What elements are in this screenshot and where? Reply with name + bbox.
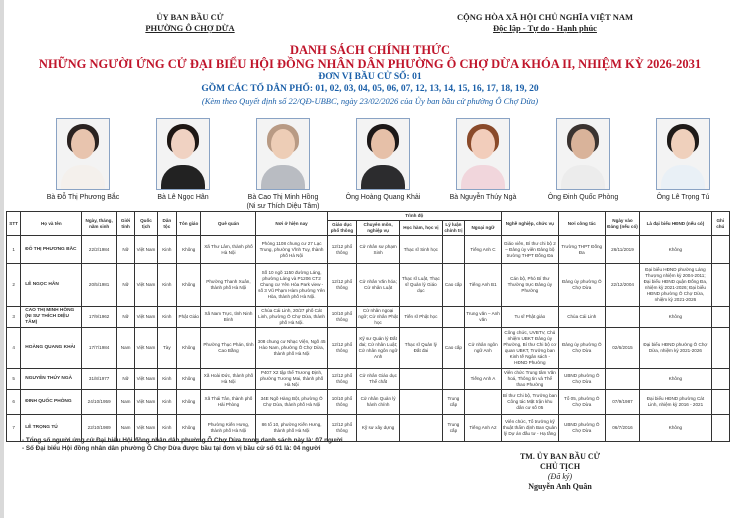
cell-language: Tiếng Anh A — [465, 369, 502, 390]
col-general-edu: Giáo dục phổ thông — [327, 221, 357, 236]
cell-degree: Thạc sĩ Luật, Thạc sĩ Quản lý Giáo dục — [399, 264, 442, 307]
cell-party-date — [605, 307, 640, 328]
cell-dob: 31/8/1977 — [82, 369, 117, 390]
col-religion: Tôn giáo — [177, 212, 201, 236]
col-party-date: Ngày vào Đảng (nếu có) — [605, 212, 640, 236]
cell-ethnicity: Tày — [157, 328, 176, 369]
cell-hometown: Xã Hoài Đức, thành phố Hà Nội — [201, 369, 256, 390]
cell-hometown: Phường Thanh Xuân, thành phố Hà Nội — [201, 264, 256, 307]
cell-hometown: Xã Nam Trực, tỉnh Ninh Bình — [201, 307, 256, 328]
table-row — [7, 390, 730, 415]
col-residence: Nơi ở hiện nay — [256, 212, 327, 236]
cell-specialty: Cử nhân Giáo dục Thể chất — [357, 369, 400, 390]
col-gender: Giới tính — [116, 212, 134, 236]
cell-religion: Không — [177, 236, 201, 264]
note-total-candidates: - Tổng số người ứng cử Đại biểu Hội đồng nhân dân phường Ô Chợ Dừa trong danh sách này là: 07 người — [22, 437, 343, 444]
cell-gender: Nữ — [116, 264, 134, 307]
cell-dob: 17/7/1984 — [82, 328, 117, 369]
residential-groups: GỒM CÁC TỔ DÂN PHỐ: 01, 02, 03, 04, 05, 06, 07, 12, 13, 14, 15, 16, 17, 18, 19, 20 — [201, 84, 539, 94]
cell-name: ĐỖ THỊ PHƯƠNG BẮC — [21, 236, 82, 264]
cell-note — [711, 390, 729, 415]
cell-residence: Phòng 1108 chung cư 27 Lạc Trung, phường Vĩnh Tuy, thành phố Hà Nội — [256, 236, 327, 264]
cell-ethnicity: Kinh — [157, 390, 176, 415]
col-hometown: Quê quán — [201, 212, 256, 236]
cell-stt: 1 — [7, 236, 21, 264]
cell-religion: Phật Giáo — [177, 307, 201, 328]
cell-religion: Không — [177, 369, 201, 390]
cell-specialty: Cử nhân Quản lý hành chính — [357, 390, 400, 415]
cell-workplace: UBND phường Ô Chợ Dừa — [558, 369, 605, 390]
table-row — [7, 307, 730, 328]
signature-status: (Đã ký) — [547, 472, 573, 481]
cell-language: Trung văn – Anh văn — [465, 307, 502, 328]
cell-residence: 308 chung cư Nhạc Viện, Ngõ 45 Hào Nam, phường Ô Chợ Dừa, thành phố Hà Nội — [256, 328, 327, 369]
candidate-photo — [56, 118, 110, 190]
candidate-photo — [156, 118, 210, 190]
cell-religion: Không — [177, 264, 201, 307]
cell-party-date: 26/11/2019 — [605, 236, 640, 264]
cell-residence: Số 10 ngõ 1150 đường Láng, phường Láng và P1206 CT2 Chung cư Yên Hòa Park view - số 3 Vũ Phạm Hàm phường Yên Hòa, thành phố Hà Nội. — [256, 264, 327, 307]
cell-nationality: Việt Nam — [135, 369, 157, 390]
col-group-education: Trình độ — [327, 212, 501, 221]
candidate-card — [228, 118, 338, 211]
candidate-caption: Bà Nguyễn Thúy Ngà — [449, 194, 517, 201]
cell-name: HOÀNG QUANG KHẢI — [21, 328, 82, 369]
cell-name: LÊ TRỌNG TÚ — [21, 415, 82, 442]
cell-political — [442, 236, 464, 264]
col-name: Họ và tên — [21, 212, 82, 236]
cell-occupation: Giáo viên, Bí thư chi bộ 2 – Đảng ủy viên Đảng bộ trường THPT Đống Đa — [501, 236, 558, 264]
cell-general-edu: 12/12 phổ thông — [327, 328, 357, 369]
cell-nationality: Việt Nam — [135, 328, 157, 369]
cell-degree: Thạc sĩ Sinh học — [399, 236, 442, 264]
table-row — [7, 369, 730, 390]
cell-nationality: Việt Nam — [135, 236, 157, 264]
title-line-2: NHỮNG NGƯỜI ỨNG CỬ ĐẠI BIỂU HỘI ĐỒNG NHÂN DÂN PHƯỜNG Ô CHỢ DỪA KHÓA II, NHIỆM KỲ 2026-2031 — [38, 57, 702, 71]
cell-name: LÊ NGỌC HÂN — [21, 264, 82, 307]
signature-block — [470, 452, 650, 492]
candidate-photo — [456, 118, 510, 190]
cell-general-edu: 12/12 phổ thông — [327, 264, 357, 307]
cell-delegate: Không — [640, 369, 711, 390]
candidate-card — [528, 118, 638, 202]
cell-language: Tiếng Anh C — [465, 236, 502, 264]
cell-residence: 86 tổ 10, phường Kiến Hưng, thành phố Hà Nội — [256, 415, 327, 442]
cell-language: Tiếng Anh A2 — [465, 415, 502, 442]
cell-nationality: Việt Nam — [135, 415, 157, 442]
cell-degree — [399, 369, 442, 390]
document-title — [0, 43, 740, 107]
cell-ethnicity: Kinh — [157, 236, 176, 264]
cell-religion: Không — [177, 390, 201, 415]
col-note: Ghi chú — [711, 212, 729, 236]
motto: Độc lập - Tự do - Hạnh phúc — [493, 23, 597, 33]
candidate-caption: Bà Cao Thị Minh Hồng — [247, 194, 319, 201]
decision-reference: (Kèm theo Quyết định số 22/QĐ-UBBC, ngày 23/02/2026 của Ủy ban bầu cử phường Ô Chợ Dừa) — [201, 96, 539, 106]
committee-name: ỦY BAN BẦU CỬ — [156, 12, 224, 22]
col-language: Ngoại ngữ — [465, 221, 502, 236]
national-header — [420, 12, 670, 34]
cell-occupation: Cán bộ, Phó Bí thư Thường trực Đảng ủy Phường — [501, 264, 558, 307]
cell-occupation: Viên chức, Tổ trưởng kỹ thuật thẩm định Ban Quản lý Dự án đầu tư - Hạ tầng — [501, 415, 558, 442]
cell-dob: 22/2/1984 — [82, 236, 117, 264]
cell-ethnicity: Kinh — [157, 264, 176, 307]
col-nationality: Quốc tịch — [135, 212, 157, 236]
cell-degree — [399, 390, 442, 415]
cell-specialty: Kỹ sư xây dựng — [357, 415, 400, 442]
cell-workplace: Trường THPT Đống Đa — [558, 236, 605, 264]
cell-party-date: 06/7/2016 — [605, 415, 640, 442]
cell-delegate: Không — [640, 236, 711, 264]
cell-residence: P407 X2 tập thể Trương Định, phường Tương Mai, thành phố Hà Nội — [256, 369, 327, 390]
cell-nationality: Việt Nam — [135, 390, 157, 415]
cell-note — [711, 264, 729, 307]
cell-general-edu: 10/10 phổ thông — [327, 390, 357, 415]
candidate-caption: Ông Lê Trọng Tú — [656, 194, 710, 201]
cell-party-date: 22/12/2004 — [605, 264, 640, 307]
cell-general-edu: 12/12 phổ thông — [327, 415, 357, 442]
candidate-caption: Ông Hoàng Quang Khải — [345, 194, 421, 201]
cell-name: ĐINH QUỐC PHÒNG — [21, 390, 82, 415]
col-dob: Ngày, tháng, năm sinh — [82, 212, 117, 236]
cell-hometown: Phường Thục Phán, tỉnh Cao Bằng — [201, 328, 256, 369]
table-row — [7, 264, 730, 307]
note-seats: - Số Đại biểu Hội đồng nhân dân phường Ô Chợ Dừa được bầu tại đơn vị bầu cử số 01 là: 04 người — [22, 445, 321, 452]
cell-religion: Không — [177, 328, 201, 369]
cell-workplace: Đảng ủy phường Ô Chợ Dừa — [558, 328, 605, 369]
cell-dob: 24/10/1959 — [82, 390, 117, 415]
cell-ethnicity: Kinh — [157, 369, 176, 390]
cell-gender: Nam — [116, 328, 134, 369]
ward-name: PHƯỜNG Ô CHỢ DỪA — [145, 23, 235, 33]
cell-political: Cao cấp — [442, 264, 464, 307]
cell-occupation: Tu sĩ Phật giáo — [501, 307, 558, 328]
cell-general-edu: 10/10 phổ thông — [327, 307, 357, 328]
cell-ethnicity: Kinh — [157, 307, 176, 328]
candidate-caption-alt: (Ni sư Thích Diệu Tâm) — [246, 203, 320, 210]
cell-delegate: Đại biểu HĐND phường Láng Thượng nhiệm kỳ 2004-2011; Đại biểu HĐND quận Đống Đa, nhiệm kỳ 2021-2026; Đại biểu HĐND phường Ô Chợ Dừa, nhiệm kỳ 2021-2026 — [640, 264, 711, 307]
cell-delegate: Đại biểu HĐND phường Ô Chợ Dừa, nhiệm kỳ 2021-2026 — [640, 328, 711, 369]
title-line-1: DANH SÁCH CHÍNH THỨC — [289, 43, 451, 57]
candidate-card — [28, 118, 138, 202]
table-row — [7, 328, 730, 369]
cell-political — [442, 369, 464, 390]
cell-ethnicity: Kinh — [157, 415, 176, 442]
candidate-photo — [656, 118, 710, 190]
cell-degree: Tiến sĩ Phật học — [399, 307, 442, 328]
electoral-unit: ĐƠN VỊ BẦU CỬ SỐ: 01 — [318, 72, 422, 82]
cell-gender: Nữ — [116, 307, 134, 328]
cell-workplace: Tổ 05, phường Ô Chợ Dừa — [558, 390, 605, 415]
candidate-photo — [256, 118, 310, 190]
cell-stt: 2 — [7, 264, 21, 307]
cell-hometown: Xã Thái Tân, thành phố Hải Phòng — [201, 390, 256, 415]
cell-gender: Nam — [116, 415, 134, 442]
cell-party-date: 02/6/2015 — [605, 328, 640, 369]
cell-name: CAO THỊ MINH HỒNG (NI SƯ THÍCH DIỆU TÂM) — [21, 307, 82, 328]
candidate-card — [428, 118, 538, 202]
candidate-caption: Bà Lê Ngọc Hân — [157, 194, 209, 201]
cell-political: Trung cấp — [442, 415, 464, 442]
col-occupation: Nghề nghiệp, chức vụ — [501, 212, 558, 236]
candidate-card — [128, 118, 238, 202]
cell-residence: Chùa Cái Linh, 20/27 phố Cát Linh, phường Ô Chợ Dừa, thành phố Hà Nội. — [256, 307, 327, 328]
cell-workplace: Chùa Cái Linh — [558, 307, 605, 328]
cell-language — [465, 390, 502, 415]
cell-note — [711, 236, 729, 264]
cell-party-date: 07/9/1987 — [605, 390, 640, 415]
cell-note — [711, 328, 729, 369]
cell-specialty: Cử nhân sư phạm Sinh — [357, 236, 400, 264]
cell-specialty: Kỹ sư Quản lý Đất đai; Cử nhân Luật; Cử nhân ngôn ngữ Anh — [357, 328, 400, 369]
candidate-photo — [356, 118, 410, 190]
cell-workplace: UBND phường Ô Chợ Dừa — [558, 415, 605, 442]
cell-delegate: Không — [640, 307, 711, 328]
cell-residence: 34E Ngõ Hàng Bột, phường Ô Chợ Dừa, thành phố Hà Nội — [256, 390, 327, 415]
cell-occupation: Bí thư Chi bộ, Trưởng ban Công tác Mặt trận khu dân cư số 05 — [501, 390, 558, 415]
cell-general-edu: 12/12 phổ thông — [327, 369, 357, 390]
cell-stt: 5 — [7, 369, 21, 390]
cell-specialty: Cử nhân Văn hóa; Cử nhân Luật — [357, 264, 400, 307]
candidate-card — [628, 118, 738, 202]
committee-header — [110, 12, 270, 34]
cell-stt: 7 — [7, 415, 21, 442]
cell-general-edu: 12/12 phổ thông — [327, 236, 357, 264]
cell-dob: 22/10/1989 — [82, 415, 117, 442]
cell-stt: 6 — [7, 390, 21, 415]
col-delegate: Là đại biểu HĐND (nếu có) — [640, 212, 711, 236]
cell-name: NGUYỄN THÚY NGÀ — [21, 369, 82, 390]
candidate-photo — [556, 118, 610, 190]
cell-dob: 20/5/1981 — [82, 264, 117, 307]
cell-workplace: Đảng ủy phường Ô Chợ Dừa — [558, 264, 605, 307]
candidate-caption: Bà Đỗ Thị Phương Bắc — [46, 194, 120, 201]
cell-nationality: Việt Nam — [135, 264, 157, 307]
candidate-photos — [28, 118, 728, 210]
table-row — [7, 236, 730, 264]
cell-delegate: Đại biểu HĐND phường Cát Linh, nhiệm kỳ 2016 - 2021 — [640, 390, 711, 415]
cell-stt: 4 — [7, 328, 21, 369]
candidates-table — [6, 211, 730, 442]
cell-language: Cử nhân ngôn ngữ Anh — [465, 328, 502, 369]
country-name: CỘNG HÒA XÃ HỘI CHỦ NGHĨA VIỆT NAM — [456, 12, 634, 22]
cell-stt: 3 — [7, 307, 21, 328]
cell-dob: 17/9/1962 — [82, 307, 117, 328]
summary-notes — [22, 437, 343, 453]
cell-language: Tiếng Anh B1 — [465, 264, 502, 307]
col-workplace: Nơi công tác — [558, 212, 605, 236]
cell-party-date — [605, 369, 640, 390]
cell-specialty: Cử nhân ngoại ngữ; Cử nhân Phật học — [357, 307, 400, 328]
cell-degree: Thạc sĩ Quản lý Đất đai — [399, 328, 442, 369]
candidate-caption: Ông Đinh Quốc Phòng — [547, 194, 619, 201]
col-stt: STT — [7, 212, 21, 236]
col-specialty: Chuyên môn, nghiệp vụ — [357, 221, 400, 236]
cell-degree — [399, 415, 442, 442]
signature-org: TM. ỦY BAN BẦU CỬ — [519, 452, 601, 461]
cell-delegate: Không — [640, 415, 711, 442]
cell-hometown: Xã Thư Lâm, thành phố Hà Nội — [201, 236, 256, 264]
cell-hometown: Phường Kiến Hưng, thành phố Hà Nội — [201, 415, 256, 442]
cell-occupation: Viên chức Trung tâm Văn hoá, Thông tin và Thể thao Phường — [501, 369, 558, 390]
cell-political — [442, 307, 464, 328]
cell-political: Cao cấp — [442, 328, 464, 369]
cell-political: Trung cấp — [442, 390, 464, 415]
col-ethnicity: Dân tộc — [157, 212, 176, 236]
cell-religion: Không — [177, 415, 201, 442]
col-degree: Học hàm, học vị — [399, 221, 442, 236]
cell-note — [711, 307, 729, 328]
signature-title: CHỦ TỊCH — [539, 462, 581, 471]
cell-note — [711, 369, 729, 390]
cell-gender: Nữ — [116, 236, 134, 264]
cell-gender: Nữ — [116, 369, 134, 390]
cell-occupation: Công chức, UVBTV, Chủ nhiệm UBKT Đảng ủy Phường, Bí thư Chi bộ cơ quan UBKT, Trưởng ban Kinh tế Ngân sách - HĐND Phường — [501, 328, 558, 369]
cell-gender: Nam — [116, 390, 134, 415]
col-political: Lý luận chính trị — [442, 221, 464, 236]
candidate-card — [328, 118, 438, 202]
cell-nationality: Việt Nam — [135, 307, 157, 328]
cell-note — [711, 415, 729, 442]
signatory-name: Nguyễn Anh Quân — [528, 482, 592, 491]
